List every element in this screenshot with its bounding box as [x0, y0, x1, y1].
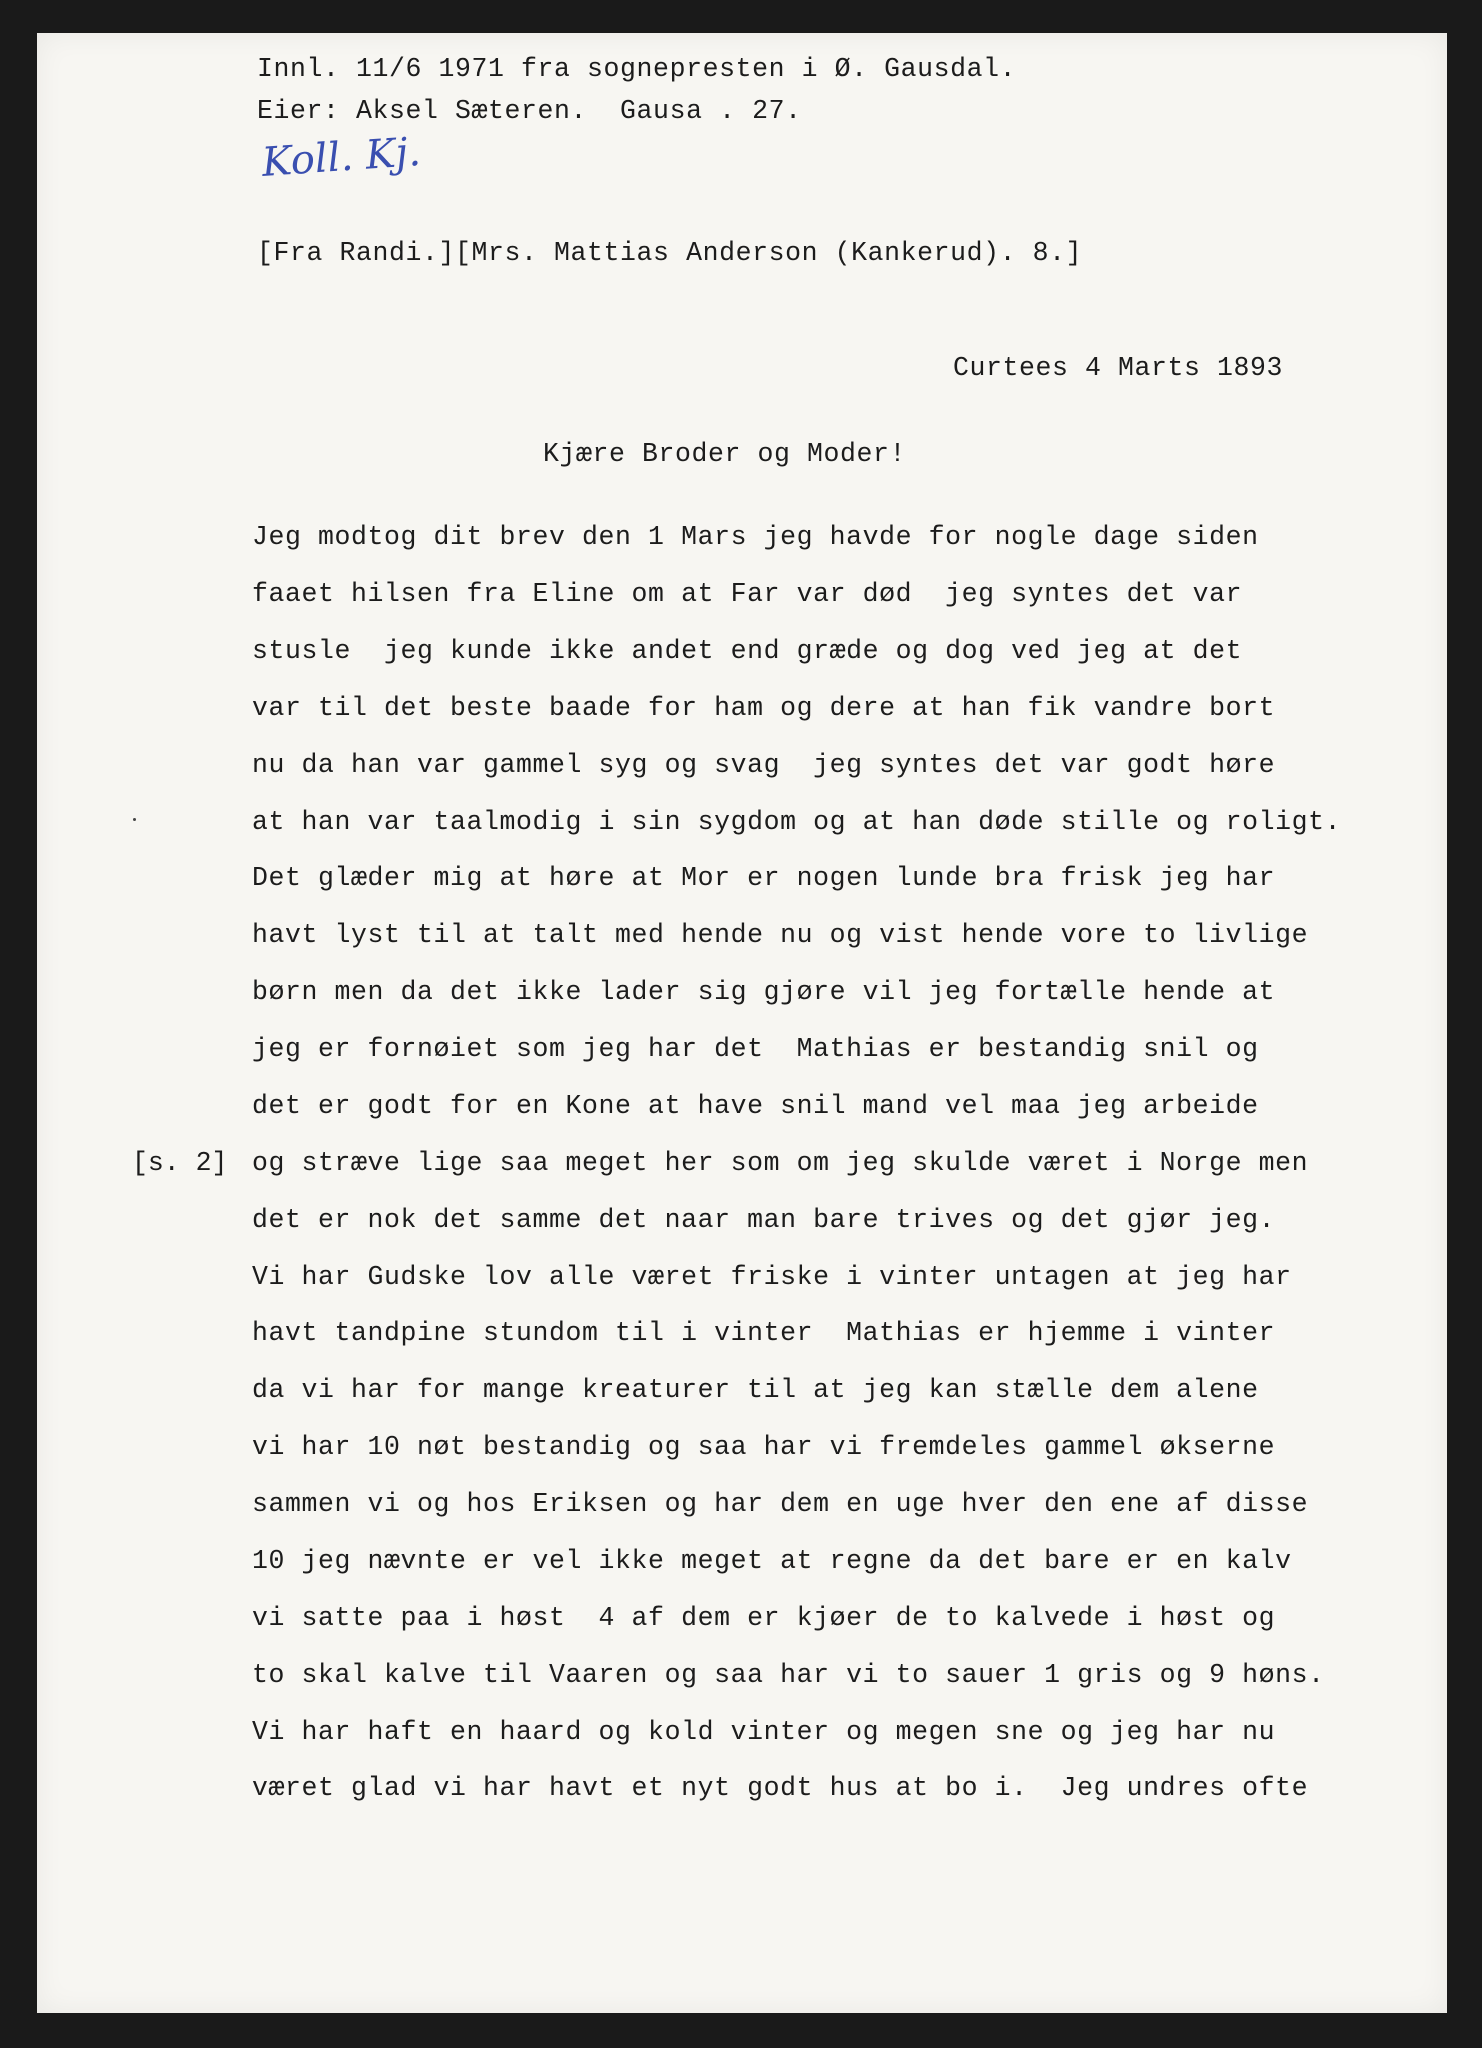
- body-line: at han var taalmodig i sin sygdom og at han døde stille og roligt.: [252, 807, 1342, 837]
- source-note: [Fra Randi.][Mrs. Mattias Anderson (Kankerud). 8.]: [257, 238, 1083, 268]
- body-line: og stræve lige saa meget her som om jeg skulde været i Norge men: [252, 1148, 1309, 1178]
- document-page: [37, 33, 1447, 2013]
- header-line-2: Eier: Aksel Sæteren. Gausa . 27.: [257, 96, 802, 126]
- body-line: da vi har for mange kreaturer til at jeg kan stælle dem alene: [252, 1375, 1259, 1405]
- header-line-1: Innl. 11/6 1971 fra sognepresten i Ø. Gausdal.: [257, 54, 1017, 84]
- paper-speck: [133, 818, 136, 821]
- body-line: nu da han var gammel syg og svag jeg syntes det var godt høre: [252, 750, 1276, 780]
- salutation: Kjære Broder og Moder!: [543, 439, 907, 469]
- body-line: børn men da det ikke lader sig gjøre vil jeg fortælle hende at: [252, 977, 1276, 1007]
- body-line: havt lyst til at talt med hende nu og vist hende vore to livlige: [252, 920, 1309, 950]
- body-line: stusle jeg kunde ikke andet end græde og dog ved jeg at det: [252, 636, 1243, 666]
- body-line: det er godt for en Kone at have snil mand vel maa jeg arbeide: [252, 1091, 1259, 1121]
- body-line: to skal kalve til Vaaren og saa har vi to sauer 1 gris og 9 høns.: [252, 1660, 1325, 1690]
- body-line: vi satte paa i høst 4 af dem er kjøer de to kalvede i høst og: [252, 1603, 1276, 1633]
- body-line: var til det beste baade for ham og dere at han fik vandre bort: [252, 693, 1276, 723]
- body-line: Vi har haft en haard og kold vinter og megen sne og jeg har nu: [252, 1717, 1276, 1747]
- body-line: havt tandpine stundom til i vinter Mathias er hjemme i vinter: [252, 1318, 1276, 1348]
- body-line: jeg er fornøiet som jeg har det Mathias er bestandig snil og: [252, 1034, 1259, 1064]
- body-line: sammen vi og hos Eriksen og har dem en uge hver den ene af disse: [252, 1489, 1309, 1519]
- page-marker: [s. 2]: [132, 1148, 228, 1178]
- body-line: Vi har Gudske lov alle været friske i vinter untagen at jeg har: [252, 1262, 1292, 1292]
- body-line: Jeg modtog dit brev den 1 Mars jeg havde for nogle dage siden: [252, 522, 1259, 552]
- body-line: det er nok det samme det naar man bare trives og det gjør jeg.: [252, 1205, 1276, 1235]
- handwritten-note: Koll. Kj.: [260, 128, 423, 186]
- body-line: faaet hilsen fra Eline om at Far var død jeg syntes det var: [252, 579, 1243, 609]
- body-line: 10 jeg nævnte er vel ikke meget at regne da det bare er en kalv: [252, 1546, 1292, 1576]
- body-line: været glad vi har havt et nyt godt hus at bo i. Jeg undres ofte: [252, 1773, 1309, 1803]
- body-line: Det glæder mig at høre at Mor er nogen lunde bra frisk jeg har: [252, 863, 1276, 893]
- body-line: vi har 10 nøt bestandig og saa har vi fremdeles gammel økserne: [252, 1432, 1276, 1462]
- place-date: Curtees 4 Marts 1893: [953, 353, 1284, 383]
